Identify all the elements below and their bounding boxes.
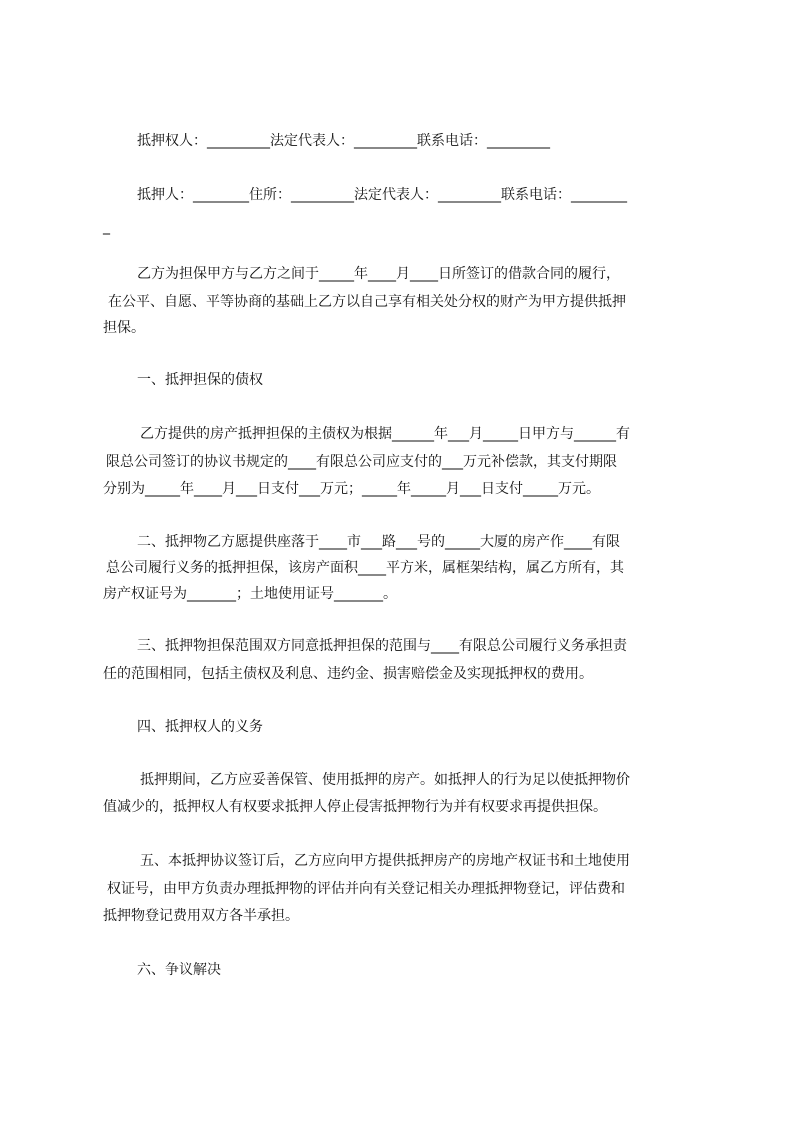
section-3-line-1: 三、抵押物担保范围双方同意抵押担保的范围与____有限总公司履行义务承担责 xyxy=(137,638,627,654)
section-5-line-3: 抵押物登记费用双方各半承担。 xyxy=(103,908,299,924)
section-4-heading: 四、抵押权人的义务 xyxy=(137,719,263,735)
section-2-line-1: 二、抵押物乙方愿提供座落于____市___路___号的_____大厦的房产作____有限 xyxy=(137,534,620,550)
intro-line-2: 在公平、自愿、平等协商的基础上乙方以自己享有相关处分权的财产为甲方提供抵押 xyxy=(108,294,626,310)
section-4-line-1: 抵押期间，乙方应妥善保管、使用抵押的房产。如抵押人的行为足以使抵押物价 xyxy=(140,772,630,788)
section-5-line-2: 权证号，由甲方负责办理抵押物的评估并向有关登记相关办理抵押物登记，评估费和 xyxy=(107,881,625,897)
intro-line-3: 担保。 xyxy=(103,320,145,336)
section-4-line-2: 值减少的，抵押权人有权要求抵押人停止侵害抵押物行为并有权要求再提供担保。 xyxy=(103,799,607,815)
section-1-line-3: 分别为_____年____月___日支付___万元；_____年_____月___日支付_____万元。 xyxy=(103,481,600,497)
section-2-line-2: 总公司履行义务的抵押担保，该房产面积____平方米，属框架结构，属乙方所有，其 xyxy=(106,560,624,576)
section-3-line-2: 任的范围相同，包括主债权及利息、违约金、损害赔偿金及实现抵押权的费用。 xyxy=(103,666,593,682)
section-6-heading: 六、争议解决 xyxy=(137,962,221,978)
mortgagor-line-wrap: _ xyxy=(103,219,110,235)
section-2-line-3: 房产权证号为_______；土地使用证号_______。 xyxy=(103,586,397,602)
section-1-line-2: 限总公司签订的协议书规定的____有限总公司应支付的___万元补偿款，其支付期限 xyxy=(106,454,617,470)
section-5-line-1: 五、本抵押协议签订后，乙方应向甲方提供抵押房产的房地产权证书和土地使用 xyxy=(140,853,630,869)
section-1-line-1: 乙方提供的房产抵押担保的主债权为根据______年___月_____日甲方与______有 xyxy=(140,426,630,442)
mortgagee-line: 抵押权人：_________法定代表人：_________联系电话：_________ xyxy=(137,133,550,149)
mortgagor-line: 抵押人：________住所：_________法定代表人：_________联系电话：________ xyxy=(137,187,627,203)
intro-line-1: 乙方为担保甲方与乙方之间于_____年____月____日所签订的借款合同的履行， xyxy=(137,266,620,282)
section-1-heading: 一、抵押担保的债权 xyxy=(137,372,263,388)
